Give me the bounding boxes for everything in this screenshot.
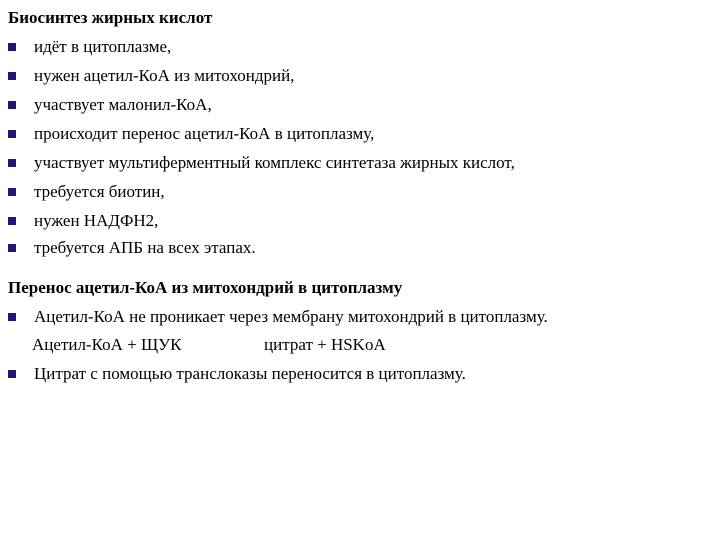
square-bullet-icon [8, 72, 16, 80]
list-item-text: требуется биотин, [34, 182, 165, 201]
square-bullet-icon [8, 130, 16, 138]
list-item-text: Ацетил-КоА не проникает через мембрану митохондрий в цитоплазму. [34, 307, 548, 326]
square-bullet-icon [8, 43, 16, 51]
list-item-text: требуется АПБ на всех этапах. [34, 238, 256, 257]
list-item-text: идёт в цитоплазме, [34, 37, 172, 56]
square-bullet-icon [8, 188, 16, 196]
square-bullet-icon [8, 101, 16, 109]
list-item-text: участвует мультиферментный комплекс синтетаза жирных кислот, [34, 153, 515, 172]
section-title-fatty-acid-biosynthesis: Биосинтез жирных кислот [8, 8, 213, 27]
list-item-text: происходит перенос ацетил-КоА в цитоплазму, [34, 124, 375, 143]
square-bullet-icon [8, 370, 16, 378]
list-item-text: Цитрат с помощью транслоказы переносится в цитоплазму. [34, 364, 466, 383]
square-bullet-icon [8, 217, 16, 225]
section-title-acetyl-coa-transport: Перенос ацетил-КоА из митохондрий в цитоплазму [8, 278, 403, 297]
reaction-equation [32, 332, 386, 358]
list-item-text: участвует малонил-КоА, [34, 95, 212, 114]
square-bullet-icon [8, 244, 16, 252]
reaction-reactants: Ацетил-КоА + ЩУК [32, 335, 182, 354]
list-item-text: нужен НАДФН2, [34, 211, 159, 230]
list-item-text: нужен ацетил-КоА из митохондрий, [34, 66, 295, 85]
reaction-products: цитрат + HSKoA [264, 335, 386, 354]
square-bullet-icon [8, 159, 16, 167]
square-bullet-icon [8, 313, 16, 321]
